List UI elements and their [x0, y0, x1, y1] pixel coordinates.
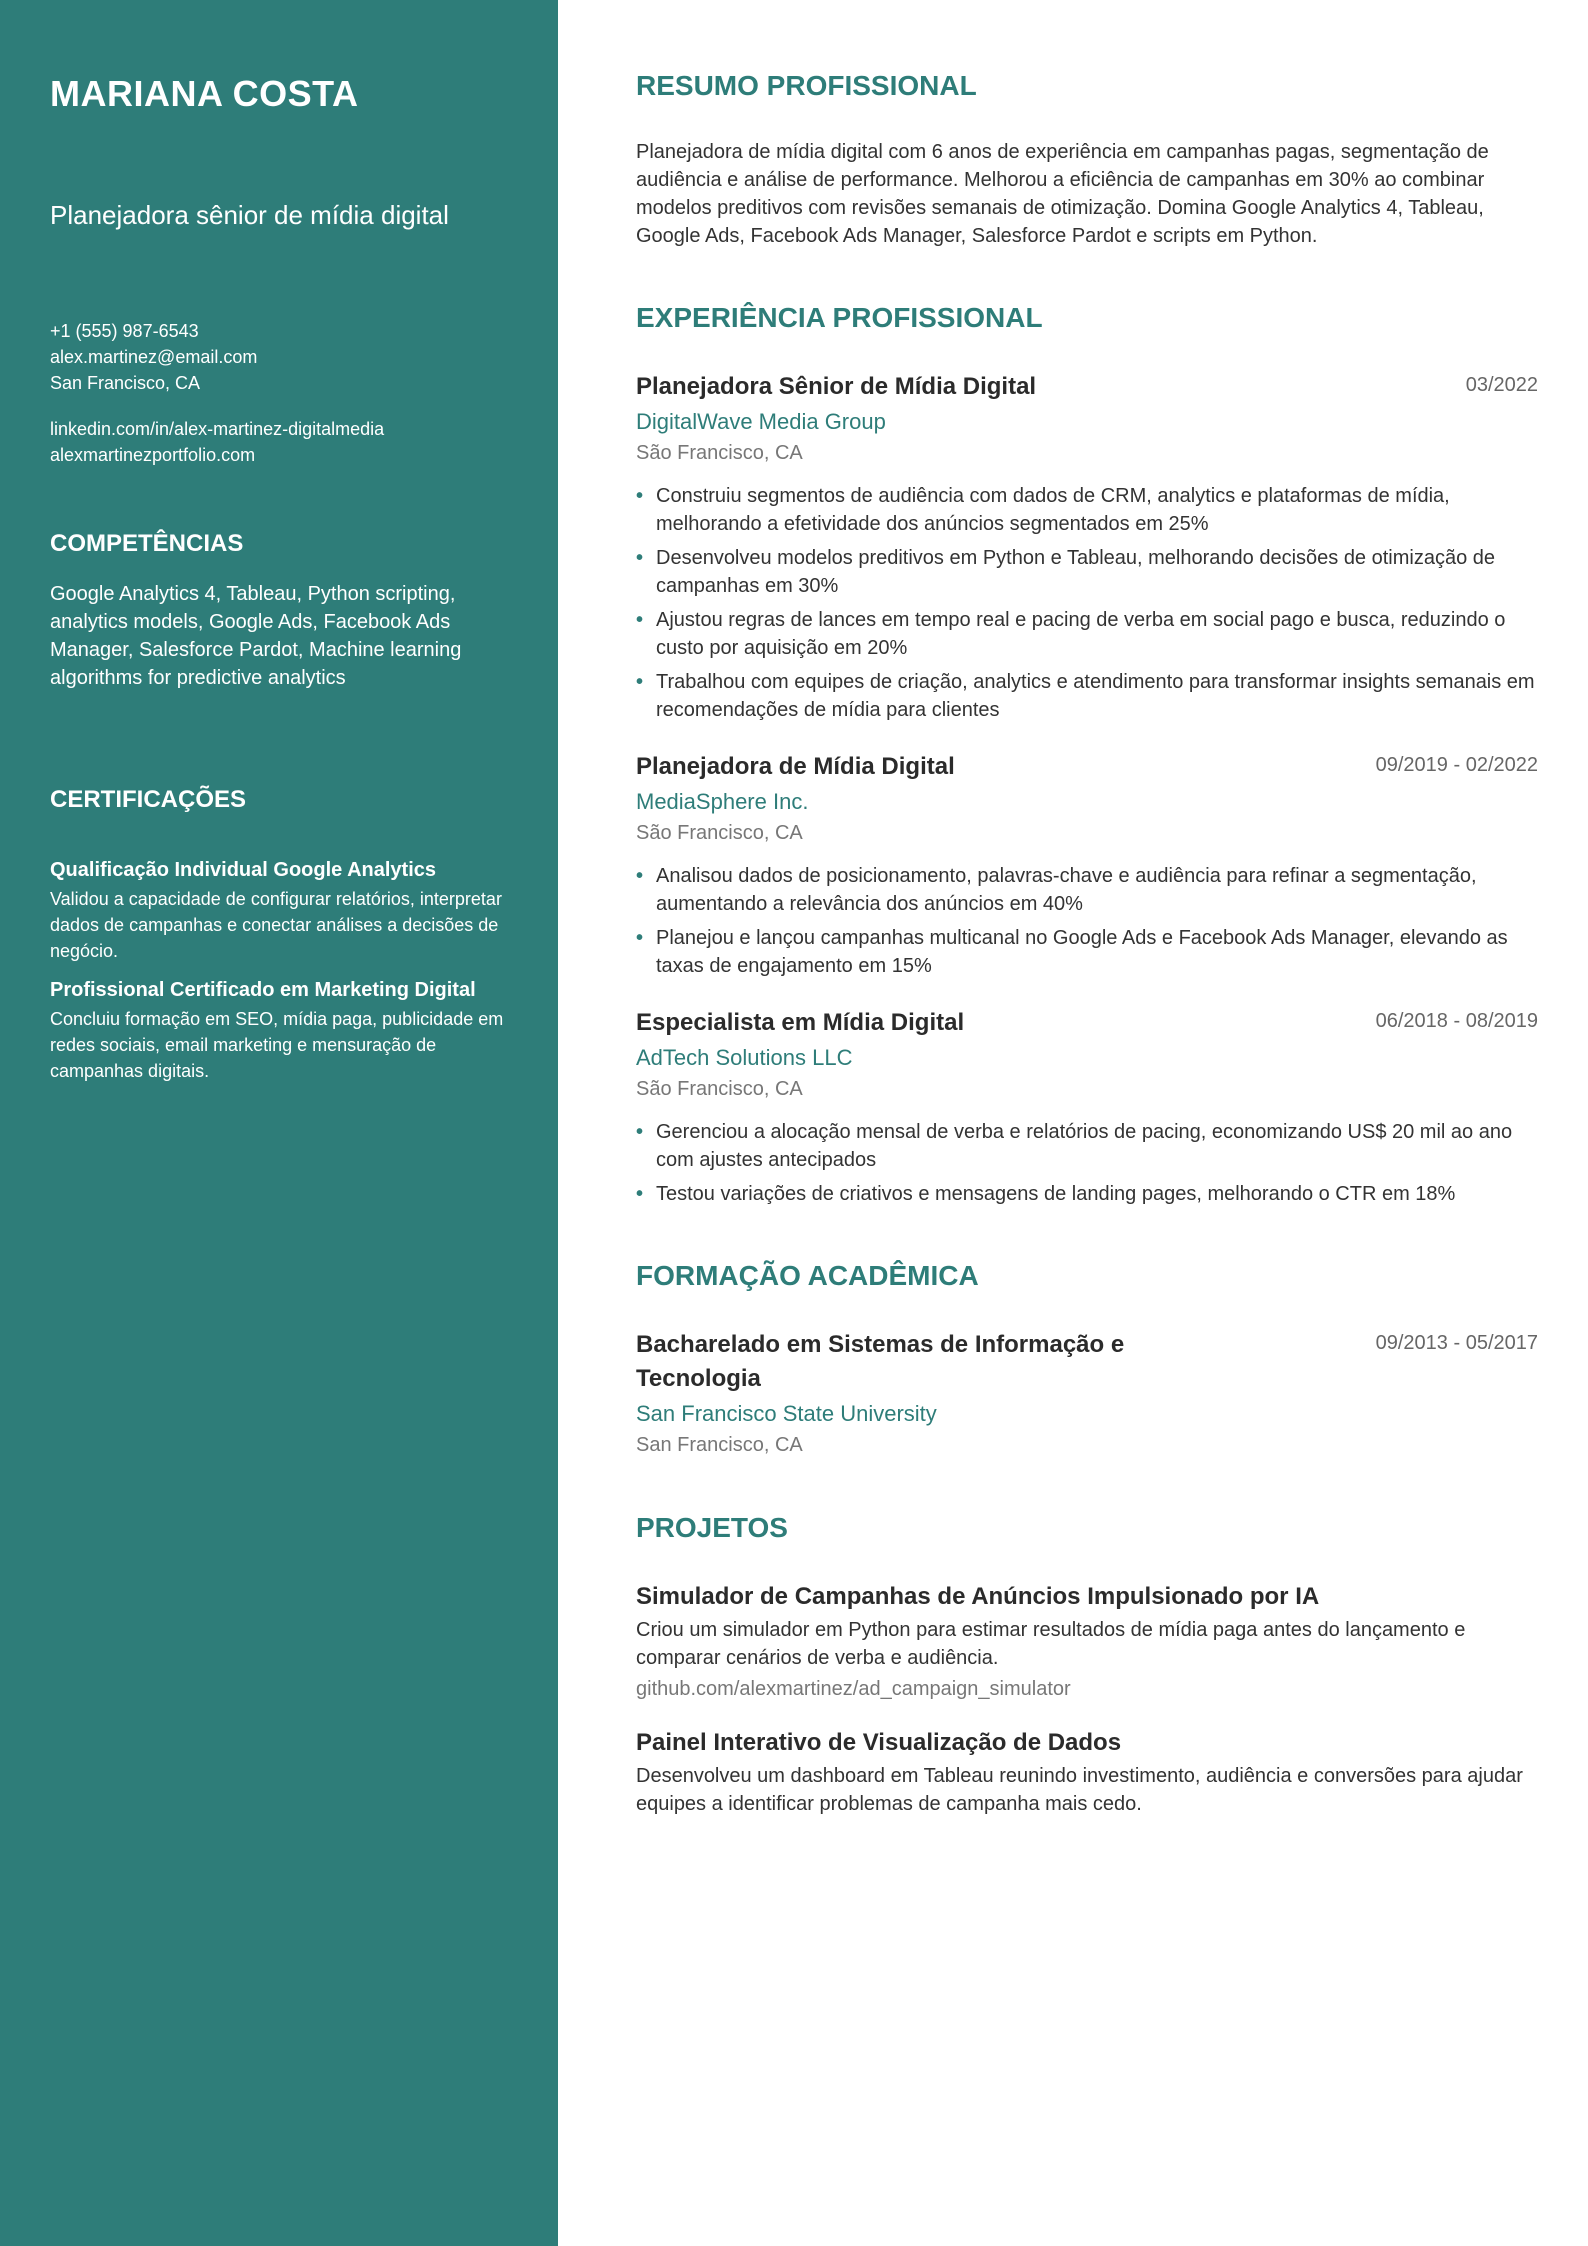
company-name: MediaSphere Inc. [636, 789, 809, 814]
contact-location: San Francisco, CA [50, 373, 201, 393]
job-entry [636, 750, 1538, 980]
job-bullet: • Analisou dados de posicionamento, palavras-chave e audiência para refinar a segmentação, aumentando a relevância dos anúncios em 40% [636, 862, 1538, 918]
job-header [636, 1006, 1538, 1040]
job-header [636, 750, 1538, 784]
job-title: Especialista em Mídia Digital [636, 1009, 965, 1036]
education-entry [636, 1328, 1538, 1460]
contact-info [50, 318, 508, 396]
certification-title: Profissional Certificado em Marketing Digital [50, 979, 476, 1001]
summary-section [636, 68, 1538, 250]
degree-title: Bacharelado em Sistemas de Informação e Tecnologia [636, 1331, 1125, 1392]
education-date: 09/2013 - 05/2017 [1375, 1332, 1538, 1354]
job-bullet: • Planejou e lançou campanhas multicanal no Google Ads e Facebook Ads Manager, elevando as taxas de engajamento em 15% [636, 924, 1538, 980]
skills-text: Google Analytics 4, Tableau, Python scripting, analytics models, Google Ads, Facebook Ads Manager, Salesforce Pardot, Machine learning algorithms for predictive analytics [50, 583, 462, 689]
certifications-list [50, 856, 508, 1084]
projects-list [636, 1580, 1538, 1818]
projects-heading: PROJETOS [636, 1512, 788, 1543]
project-title: Painel Interativo de Visualização de Dados [636, 1729, 1122, 1756]
sidebar [0, 0, 558, 2246]
job-title: Planejadora Sênior de Mídia Digital [636, 373, 1037, 400]
education-header [636, 1328, 1538, 1396]
candidate-name: MARIANA COSTA [50, 73, 359, 114]
job-bullet: • Testou variações de criativos e mensagens de landing pages, melhorando o CTR em 18% [636, 1180, 1538, 1208]
phone-number: +1 (555) 987-6543 [50, 321, 199, 341]
job-bullets [636, 862, 1538, 980]
certification-title: Qualificação Individual Google Analytics [50, 859, 437, 881]
job-bullet: • Construiu segmentos de audiência com dados de CRM, analytics e plataformas de mídia, melhorando a efetividade dos anúncios segmentados em 25% [636, 482, 1538, 538]
school-location: San Francisco, CA [636, 1434, 803, 1456]
candidate-headline: Planejadora sênior de mídia digital [50, 200, 449, 230]
job-date: 09/2019 - 02/2022 [1375, 754, 1538, 776]
profile-links [50, 416, 508, 468]
experience-list [636, 370, 1538, 1208]
job-bullets [636, 1118, 1538, 1208]
job-date: 06/2018 - 08/2019 [1375, 1010, 1538, 1032]
job-location: São Francisco, CA [636, 442, 803, 464]
certification-description: Concluiu formação em SEO, mídia paga, publicidade em redes sociais, email marketing e mensuração de campanhas digitais. [50, 1009, 504, 1081]
project-entry [636, 1726, 1538, 1818]
main-content [558, 0, 1588, 2246]
job-bullet: • Ajustou regras de lances em tempo real e pacing de verba em social pago e busca, reduzindo o custo por aquisição em 20% [636, 606, 1538, 662]
school-name: San Francisco State University [636, 1401, 937, 1426]
job-entry [636, 1006, 1538, 1208]
project-title: Simulador de Campanhas de Anúncios Impulsionado por IA [636, 1583, 1320, 1610]
job-title: Planejadora de Mídia Digital [636, 753, 955, 780]
company-name: AdTech Solutions LLC [636, 1045, 853, 1070]
experience-heading: EXPERIÊNCIA PROFISSIONAL [636, 302, 1043, 333]
job-entry [636, 370, 1538, 724]
linkedin-link[interactable]: linkedin.com/in/alex-martinez-digitalmedia [50, 419, 385, 439]
portfolio-link[interactable]: alexmartinezportfolio.com [50, 445, 256, 465]
education-section [636, 1258, 1538, 1460]
certification-description: Validou a capacidade de configurar relatórios, interpretar dados de campanhas e conectar análises a decisões de negócio. [50, 889, 502, 961]
skills-heading: COMPETÊNCIAS [50, 530, 244, 557]
certification-item [50, 856, 508, 964]
job-bullet: • Desenvolveu modelos preditivos em Python e Tableau, melhorando decisões de otimização de campanhas em 30% [636, 544, 1538, 600]
certifications-heading: CERTIFICAÇÕES [50, 786, 247, 813]
summary-text: Planejadora de mídia digital com 6 anos de experiência em campanhas pagas, segmentação de audiência e análise de performance. Melhorou a eficiência de campanhas em 30% ao combinar modelos preditivos com revisões semanais de otimização. Domina Google Analytics 4, Tableau, Google Ads, Facebook Ads Manager, Salesforce Pardot e scripts em Python. [636, 141, 1489, 247]
company-name: DigitalWave Media Group [636, 409, 886, 434]
job-bullet: • Trabalhou com equipes de criação, analytics e atendimento para transformar insights semanais em recomendações de mídia para clientes [636, 668, 1538, 724]
job-date: 03/2022 [1465, 374, 1538, 396]
certification-item [50, 976, 508, 1084]
summary-heading: RESUMO PROFISSIONAL [636, 70, 977, 101]
project-entry [636, 1580, 1538, 1704]
job-bullets [636, 482, 1538, 724]
education-list [636, 1328, 1538, 1460]
experience-section [636, 300, 1538, 1208]
project-description: Desenvolveu um dashboard em Tableau reunindo investimento, audiência e conversões para ajudar equipes a identificar problemas de campanha mais cedo. [636, 1765, 1523, 1815]
project-description: Criou um simulador em Python para estimar resultados de mídia paga antes do lançamento e comparar cenários de verba e audiência. [636, 1619, 1466, 1669]
project-link[interactable]: github.com/alexmartinez/ad_campaign_simulator [636, 1678, 1071, 1700]
job-bullet: • Gerenciou a alocação mensal de verba e relatórios de pacing, economizando US$ 20 mil ao ano com ajustes antecipados [636, 1118, 1538, 1174]
email-address[interactable]: alex.martinez@email.com [50, 347, 258, 367]
projects-section [636, 1510, 1538, 1818]
job-header [636, 370, 1538, 404]
education-heading: FORMAÇÃO ACADÊMICA [636, 1260, 979, 1291]
job-location: São Francisco, CA [636, 822, 803, 844]
job-location: São Francisco, CA [636, 1078, 803, 1100]
